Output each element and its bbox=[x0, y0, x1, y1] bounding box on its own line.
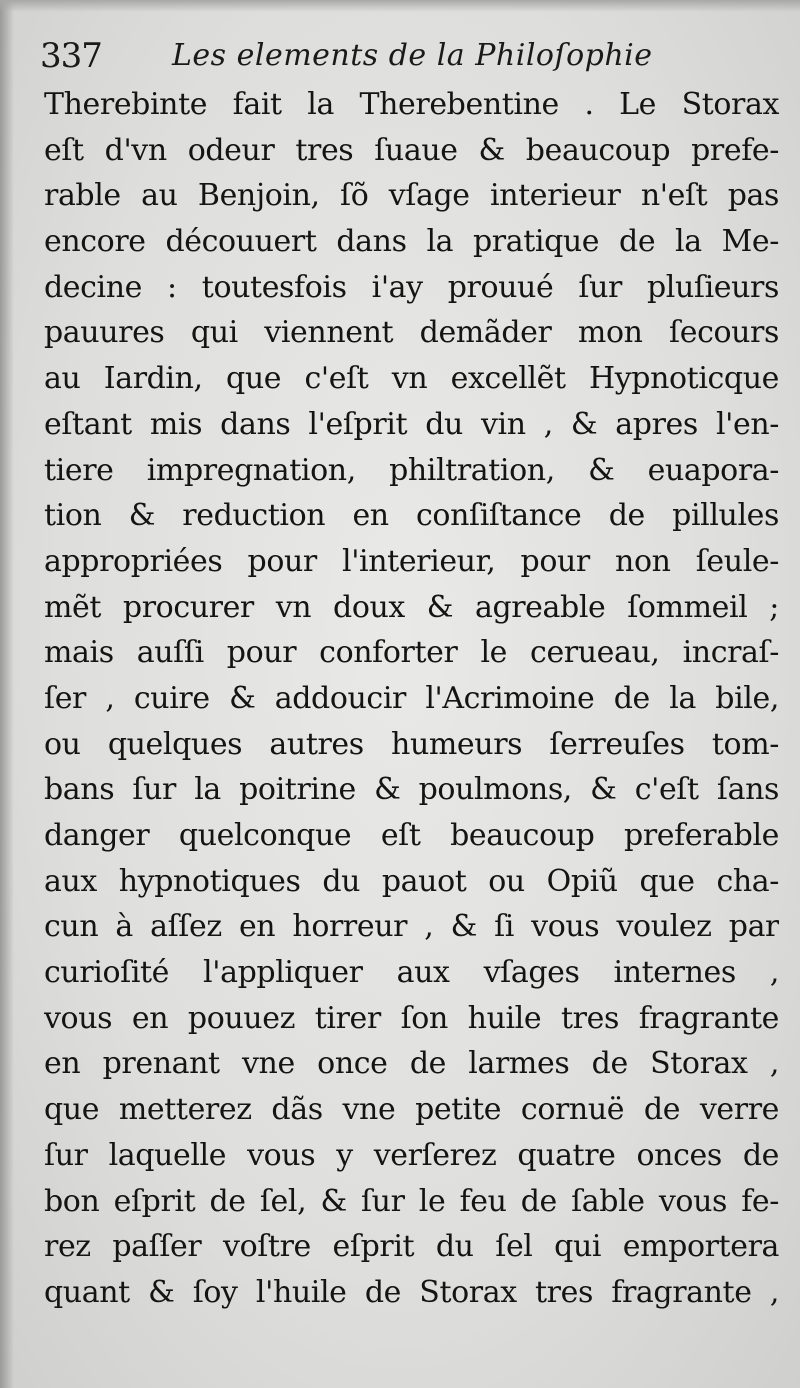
text-line: encore découuert dans la pratique de la Me- bbox=[44, 224, 779, 260]
text-line: tiere impregnation, philtration, & euapora- bbox=[44, 452, 779, 488]
text-line: danger quelconque eſt beaucoup preferable bbox=[44, 818, 779, 853]
text-line: bon eſprit de ſel, & ſur le feu de ſable vous fe- bbox=[44, 1183, 779, 1219]
text-line: rable au Benjoin, ſõ vſage interieur n'eſt pas bbox=[44, 178, 779, 214]
page-edge-shadow-left bbox=[0, 0, 14, 1388]
page-edge-shadow-top bbox=[0, 0, 800, 12]
text-line: eſt d'vn odeur tres ſuaue & beaucoup prefe- bbox=[44, 132, 779, 168]
text-line: aux hypnotiques du pauot ou Opiũ que cha- bbox=[44, 863, 779, 899]
text-line: Therebinte fait la Therebentine . Le Storax bbox=[44, 87, 779, 122]
running-title: Les elements de la Philoſophie bbox=[172, 38, 653, 73]
text-line: pauures qui viennent demãder mon ſecours bbox=[44, 315, 779, 351]
text-line: ſer , cuire & addoucir l'Acrimoine de la bile, bbox=[44, 680, 779, 716]
text-line: tion & reduction en conſiſtance de pillules bbox=[44, 498, 779, 534]
text-line: rez paſſer voſtre eſprit du ſel qui emportera bbox=[44, 1229, 779, 1265]
page-header bbox=[40, 34, 780, 86]
text-line: mais auſſi pour conforter le cerueau, incraſ- bbox=[44, 635, 779, 671]
text-line: curioſité l'appliquer aux vſages internes , bbox=[44, 955, 779, 991]
text-line: eſtant mis dans l'eſprit du vin , & apres l'en- bbox=[44, 406, 779, 442]
body-text bbox=[44, 82, 779, 1316]
text-line: que metterez dãs vne petite cornuë de verre bbox=[44, 1092, 779, 1128]
text-line: bans ſur la poitrine & poulmons, & c'eſt ſans bbox=[44, 772, 779, 808]
text-line: quant & ſoy l'huile de Storax tres fragrante , bbox=[44, 1274, 779, 1310]
text-line: mẽt procurer vn doux & agreable ſommeil ; bbox=[44, 589, 779, 625]
text-line: cun à aſſez en horreur , & ſi vous voulez par bbox=[44, 909, 779, 945]
page-number: 337 bbox=[40, 36, 102, 76]
text-line: au Iardin, que c'eſt vn excellẽt Hypnoticque bbox=[44, 361, 779, 397]
text-line: vous en pouuez tirer ſon huile tres fragrante bbox=[44, 1000, 779, 1036]
text-line: en prenant vne once de larmes de Storax , bbox=[44, 1046, 779, 1082]
text-line: ſur laquelle vous y verſerez quatre onces de bbox=[44, 1137, 779, 1173]
text-line: appropriées pour l'interieur, pour non ſeule- bbox=[44, 543, 779, 579]
text-line: ou quelques autres humeurs ſerreuſes tom- bbox=[44, 726, 779, 762]
text-line: decine : toutesfois i'ay prouué ſur pluſieurs bbox=[44, 269, 779, 305]
